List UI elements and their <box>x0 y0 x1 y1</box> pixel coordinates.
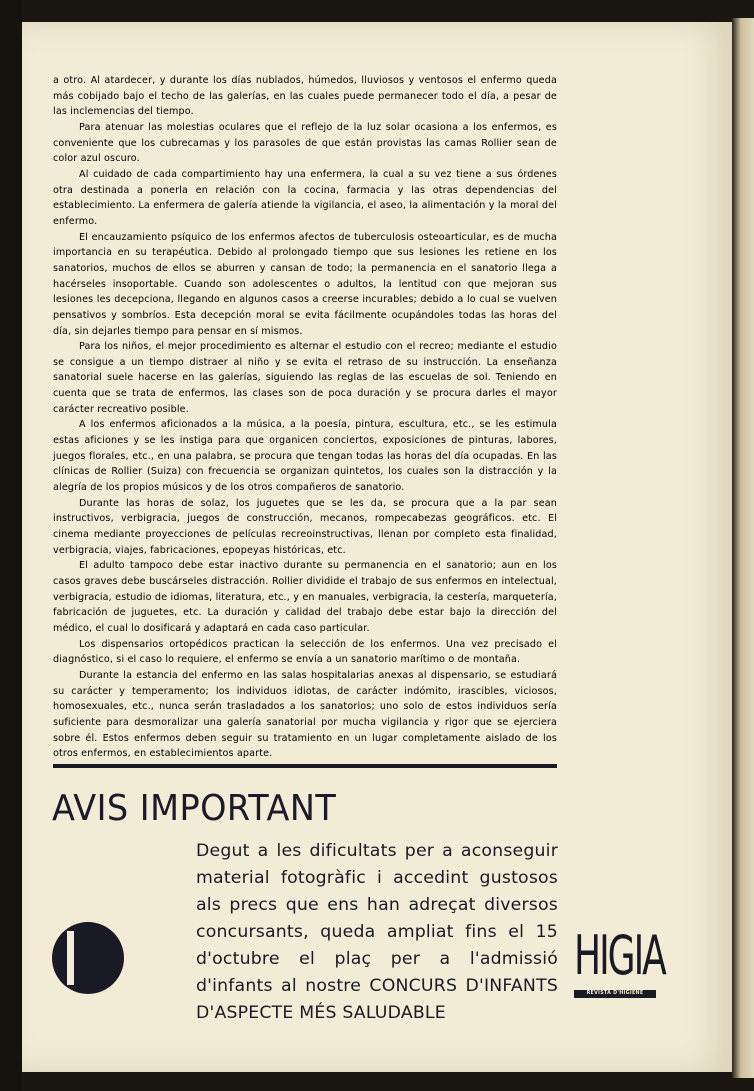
article-paragraph: Para los niños, el mejor procedimiento es alternar el estudio con el recreo; mediante el estudio se consigue a un tiempo distraer al niño y se evita el retraso de su instrucción. La enseñanza sanatorial suele hacerse en las galerías, siguiendo las reglas de las escuelas de sol. Teniendo en cuenta que se trata de enfermos, las clases son de poca duración y se procura darles el mayor carácter recreativo posible. <box>53 341 557 415</box>
article-paragraph: Al cuidado de cada compartimiento hay una enfermera, la cual a su vez tiene a sus órdenes otra destinada a ponerla en relación con la cocina, farmacia y las otras dependencias del establecimiento. La enfermera de galería atiende la vigilancia, el aseo, la alimentación y la moral del enfermo. <box>53 168 557 227</box>
article-body <box>53 73 557 762</box>
article-paragraph: Durante las horas de solaz, los juguetes que se les da, se procura que a la par sean instructivos, verbigracia, juegos de construcción, mecanos, rompecabezas geográficos. etc. El cinema mediante proyecciones de películas recreoinstructivas, llenan por completo esta finalidad, verbigracia, viajes, fabricaciones, epopeyas históricas, etc. <box>53 497 557 556</box>
article-paragraph: Para atenuar las molestias oculares que el reflejo de la luz solar ocasiona a los enfermos, es conveniente que los cubrecamas y los parasoles de que están provistas las camas Rollier sean de color azul oscuro. <box>53 121 557 165</box>
article-paragraph: a otro. Al atardecer, y durante los días nublados, húmedos, lluviosos y ventosos el enfermo queda más cobijado bajo el techo de las galerías, en las cuales puede permanecer todo el día, a pesar de las inclemencias del tiempo. <box>53 75 557 118</box>
article-paragraph: Durante la estancia del enfermo en las salas hospitalarias anexas al dispensario, se estudiará su carácter y temperamento; los individuos idiotas, de carácter indómito, irascibles, viciosos, homosexuales, etc., nunca serán trasladados a los sanatorios; uno solo de estos individuos sería suficiente para desmoralizar una galería sanatorial por mucha vigilancia y rigor que se ejerciera sobre él. Estos enfermos deben seguir su tratamiento en un lugar completamente aislado de los otros enfermos, en establecimientos aparte. <box>53 669 557 760</box>
article-paragraph: A los enfermos aficionados a la música, a la poesía, pintura, escultura, etc., se les estimula estas aficiones y se les instiga para que organicen conciertos, exposiciones de pinturas, labores, juegos florales, etc., en una palabra, se procura que tengan todas las horas del día ocupadas. En las clínicas de Rollier (Suiza) con frecuencia se organizan quintetos, los cuales son la distracción y la alegría de los propios músicos y de los otros compañeros de sanatorio. <box>53 419 557 494</box>
section-divider <box>53 764 557 768</box>
article-paragraph: Los dispensarios ortopédicos practican la selección de los enfermos. Una vez precisado el diagnóstico, si el caso lo requiere, el enfermo se envía a un sanatorio marítimo o de montaña. <box>53 638 557 666</box>
next-page-edge <box>732 18 754 1078</box>
scan-left-edge <box>0 0 22 1091</box>
logo-subtitle: REVISTA D'HIGIENE <box>574 990 656 998</box>
article-paragraph: El adulto tampoco debe estar inactivo durante su permanencia en el sanatorio; aun en los casos graves debe buscárseles distracción. Rollier dividide el trabajo de sus enfermos en intelectual, verbigracia, estudio de idiomas, literatura, etc., y en manuales, verbigracia, la cestería, marquetería, fabricación de juguetes, etc. La duración y calidad del trabajo debe estar bajo la dirección del médico, el cual lo dosificará y adaptará en cada caso particular. <box>53 560 557 634</box>
decorative-d-icon <box>52 922 124 994</box>
notice-heading: AVIS IMPORTANT <box>52 788 337 829</box>
notice-text: Degut a les dificultats per a aconseguir material fotogràfic i accedint gustosos als precs que ens han adreçat diversos concursants, queda ampliat fins el 15 d'octubre el plaç per a l'admissió d'infants al nostre CONCURS D'INFANTS D'ASPECTE MÉS SALUDABLE <box>196 841 558 1023</box>
higia-logo <box>574 924 665 996</box>
logo-name: HIGIA <box>574 925 665 988</box>
article-paragraph: El encauzamiento psíquico de los enfermos afectos de tuberculosis osteoarticular, es de mucha importancia en su terapéutica. Debido al prolongado tiempo que sus lesiones les retiene en los sanatorios, muchos de ellos se aburren y cansan de todo; la permanencia en el sanatorio llega a hacérseles insoportable. Cuando son adolescentes o adultos, la lentitud con que mejoran sus lesiones les decepciona, llegando en algunos casos a creerse incurables; debido a lo cual se vuelven pensativos y sombríos. Esta decepción moral se evita fácilmente ocupándoles todas las horas del día, sin dejarles tiempo para pensar en sí mismos. <box>53 231 557 337</box>
